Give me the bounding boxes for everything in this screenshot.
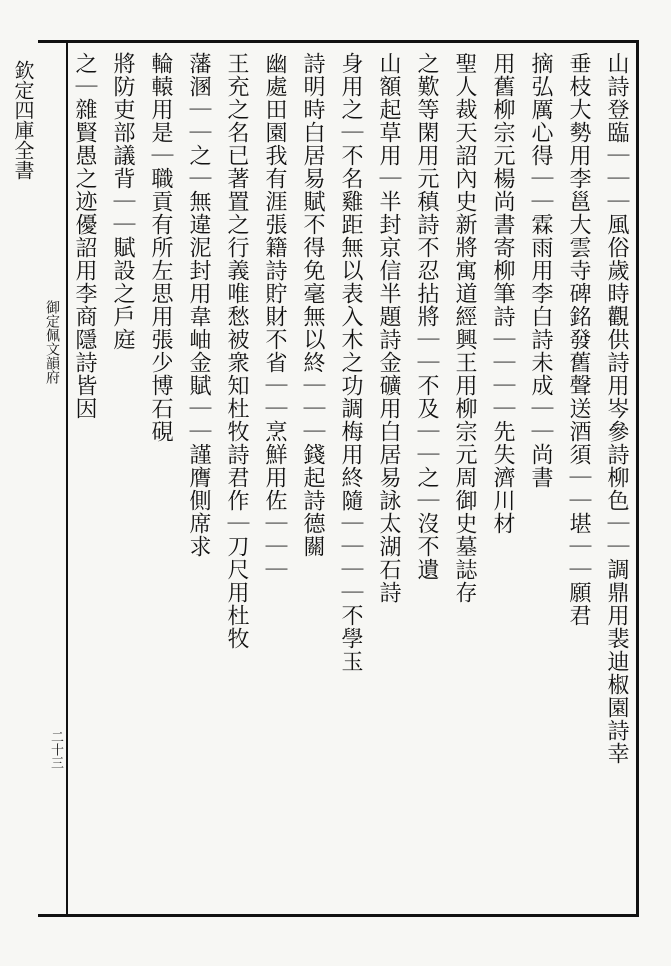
text-column-3: 摘弘厲心得｜｜霖雨用李白詩未成｜｜尚書 <box>528 52 553 489</box>
text-column-1: 山詩登臨｜｜｜風俗歲時觀供詩用岑參詩柳色｜｜調鼎用裴迪椒園詩幸 <box>604 52 629 765</box>
text-column-5: 聖人裁天詔內史新將寓道經興王用柳宗元周御史墓誌存 <box>452 52 477 604</box>
right-border <box>636 40 639 917</box>
text-column-10: 幽處田園我有涯張籍詩貯財不省｜｜烹鮮用佐｜｜｜ <box>262 52 287 581</box>
text-column-4: 用舊柳宗元楊尚書寄柳筆詩｜｜｜｜先失濟川材 <box>490 52 515 535</box>
book-title: 欽定四庫全書 <box>11 60 35 180</box>
text-column-14: 將防吏部議背｜｜賦設之戶庭 <box>110 52 135 351</box>
text-column-7: 山額起草用｜半封京信半題詩金礦用白居易詠太湖石詩 <box>376 52 401 604</box>
text-column-12: 藩溷｜｜之｜無違泥封用韋岫金賦｜｜謹膺側席求 <box>186 52 211 558</box>
volume-title: 御定佩文韻府 <box>44 300 60 384</box>
text-column-6: 之歎等閑用元稹詩不忍拈將｜｜不及｜｜之｜沒不遺 <box>414 52 439 581</box>
text-column-9: 詩明時白居易賦不得免毫無以終｜｜｜錢起詩德關 <box>300 52 325 558</box>
text-column-15: 之｜雜賢愚之迹優詔用李商隱詩皆因 <box>72 52 97 420</box>
bottom-border <box>38 914 638 917</box>
text-column-8: 身用之｜不名雞距無以表入木之功調梅用終隨｜｜｜｜不學玉 <box>338 52 363 673</box>
text-column-13: 輪轅用是｜職貢有所左思用張少博石硯 <box>148 52 173 443</box>
page-number: 二十三 <box>48 730 63 769</box>
top-border <box>38 40 638 43</box>
text-column-2: 垂枝大勢用李邕大雲寺碑銘發舊聲送酒須｜｜堪｜｜願君 <box>566 52 591 627</box>
text-column-11: 王充之名已著置之行義唯愁被衆知杜牧詩君作｜刀尺用杜牧 <box>224 52 249 650</box>
